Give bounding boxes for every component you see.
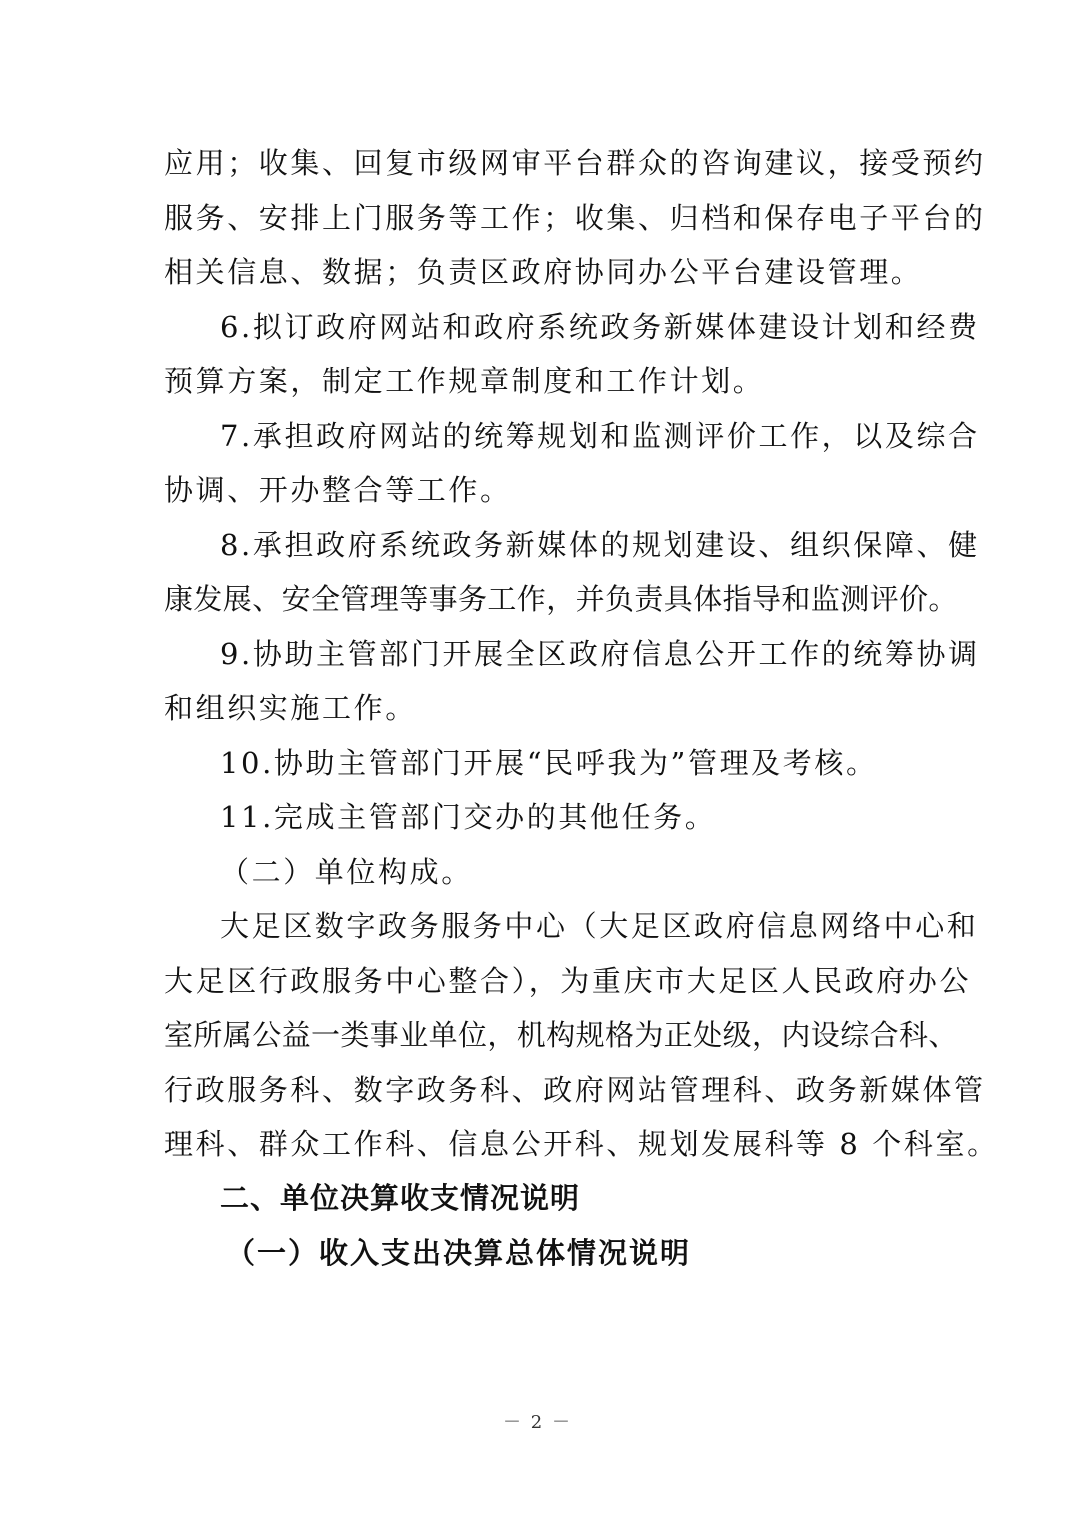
page-number: － 2 － [503, 1412, 572, 1433]
paragraph-heading-unit-composition: （二）单位构成。 [220, 855, 473, 889]
list-item-8: 8.承担政府系统政务新媒体的规划建设、组织保障、健 [220, 528, 980, 562]
body-text-line: 大足区行政服务中心整合），为重庆市大足区人民政府办公 [164, 964, 972, 998]
list-item-11: 11.完成主管部门交办的其他任务。 [220, 800, 717, 834]
body-text-line: 相关信息、数据；负责区政府协同办公平台建设管理。 [164, 255, 923, 289]
body-text-line: 行政服务科、数字政务科、政府网站管理科、政务新媒体管 [164, 1073, 986, 1107]
list-item-9: 9.协助主管部门开展全区政府信息公开工作的统筹协调 [220, 637, 980, 671]
list-item-7: 7.承担政府网站的统筹规划和监测评价工作，以及综合 [220, 419, 980, 453]
body-text-line: 康发展、安全管理等事务工作，并负责具体指导和监测评价。 [164, 582, 958, 616]
body-text-line: 预算方案，制定工作规章制度和工作计划。 [164, 364, 765, 398]
body-text-line: 协调、开办整合等工作。 [164, 473, 512, 507]
body-text-line: 室所属公益一类事业单位，机构规格为正处级，内设综合科、 [164, 1018, 958, 1052]
subsection-heading: （一）收入支出决算总体情况说明 [226, 1236, 692, 1270]
section-heading: 二、单位决算收支情况说明 [220, 1181, 581, 1215]
list-item-6: 6.拟订政府网站和政府系统政务新媒体建设计划和经费 [220, 310, 980, 344]
body-text-line: 和组织实施工作。 [164, 691, 417, 725]
body-text-line: 服务、安排上门服务等工作；收集、归档和保存电子平台的 [164, 201, 986, 235]
body-text-line: 应用；收集、回复市级网审平台群众的咨询建议，接受预约 [164, 146, 986, 180]
list-item-10: 10.协助主管部门开展“民呼我为”管理及考核。 [220, 746, 878, 780]
body-text-line: 理科、群众工作科、信息公开科、规划发展科等 8 个科室。 [164, 1127, 999, 1161]
body-text-line: 大足区数字政务服务中心（大足区政府信息网络中心和 [220, 909, 979, 943]
